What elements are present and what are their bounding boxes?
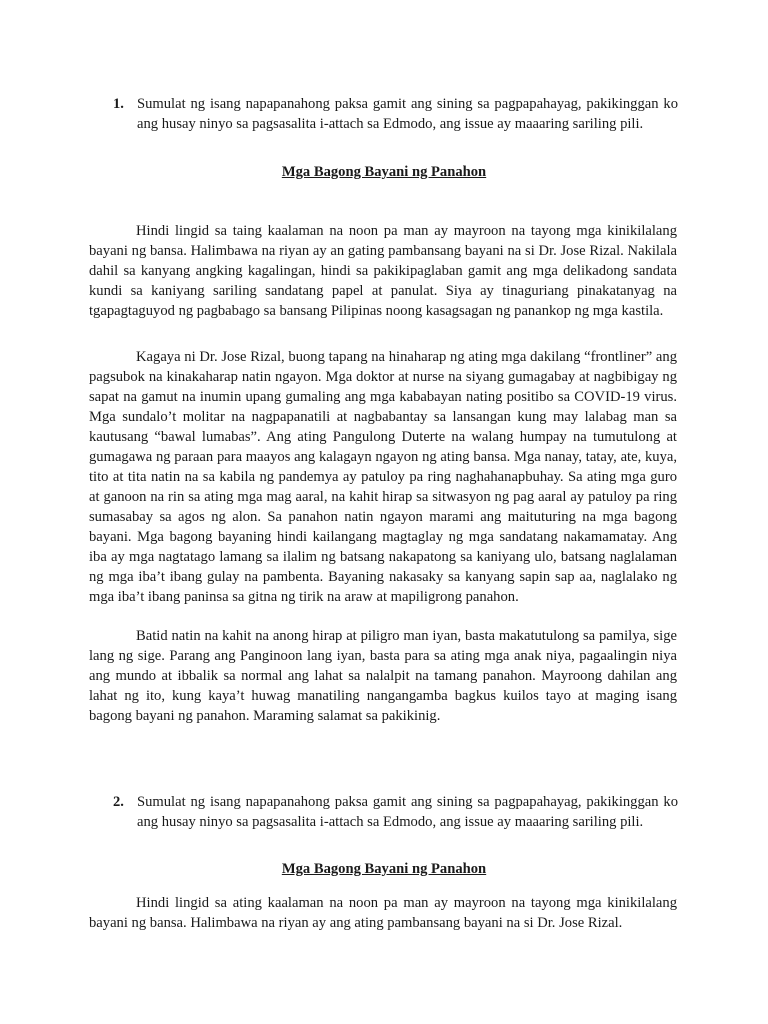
question-number: 1. bbox=[113, 96, 124, 112]
essay-title: Mga Bagong Bayani ng Panahon bbox=[281, 861, 487, 877]
essay-paragraph: Hindi lingid sa taing kaalaman na noon pa man ay mayroon na tayong mga kinikilalang bayani ng bansa. Halimbawa na riyan ay an gating pambansang bayani na si Dr. Jose Rizal. Nakilala dahil sa kanyang angking kagalingan, hindi sa pakikipaglaban gamit ang mga delikadong sandata kundi sa kaniyang sariling sandatang papel at panulat. Siya ay tinaguriang pinakatanyag na tgapagtaguyod ng pagbabago sa bansang Pilipinas noong kasagsagan ng panankop ng mga kastila. bbox=[89, 223, 677, 319]
essay-paragraph: Batid natin na kahit na anong hirap at piligro man iyan, basta makatutulong sa pamilya, sige lang ng sige. Parang ang Panginoon lang iyan, basta para sa ating mga anak niya, pagaalingin niya ang mundo at ibbalik sa normal ang lahat sa nalalpit na tamang panahon. Mayroong dahilan ang lahat ng ito, kung kaya’t huwag manatiling nangangamba bagkus kuilos tayo at maging isang bagong bayani ng panahon. Maraming salamat sa pakikinig. bbox=[89, 628, 677, 724]
question-prompt: Sumulat ng isang napapanahong paksa gamit ang sining sa pagpapahayag, pakikinggan ko ang husay ninyo sa pagsasalita i-attach sa Edmodo, ang issue ay maaaring sariling pili. bbox=[137, 794, 678, 830]
question-item-2 bbox=[113, 792, 678, 832]
essay-paragraph: Hindi lingid sa ating kaalaman na noon pa man ay mayroon na tayong mga kinikilalang bayani ng bansa. Halimbawa na riyan ay ang ating pambansang bayani na si Dr. Jose Rizal. bbox=[89, 895, 677, 931]
essay-title: Mga Bagong Bayani ng Panahon bbox=[281, 164, 487, 180]
question-number: 2. bbox=[113, 794, 124, 810]
question-item-1 bbox=[113, 94, 678, 134]
question-prompt: Sumulat ng isang napapanahong paksa gamit ang sining sa pagpapahayag, pakikinggan ko ang husay ninyo sa pagsasalita i-attach sa Edmodo, ang issue ay maaaring sariling pili. bbox=[137, 96, 678, 132]
essay-paragraph: Kagaya ni Dr. Jose Rizal, buong tapang na hinaharap ng ating mga dakilang “frontliner” ang pagsubok na kinakaharap natin ngayon. Mga doktor at nurse na siyang gumagabay at nagbibigay ng sapat na gamut na inumin upang gumaling ang mga kababayan nating positibo sa COVID-19 virus. Mga sundalo’t molitar na nagpapanatili at nagbabantay sa lansangan kung may lalabag man sa kautusang “bawal lumabas”. Ang ating Pangulong Duterte na walang humpay na tumutulong at gumagawa ng paraan para maayos ang kalagayn ngayon ng ating bansa. Mga nanay, tatay, ate, kuya, tito at tita natin na sa kabila ng pandemya ay patuloy pa ring naghahanapbuhay. Sa ating mga guro at ganoon na rin sa ating mga mag aaral, na kahit hirap sa sitwasyon ng pag aaral ay patuloy pa ring sumasabay sa agos ng alon. Sa panahon natin ngayon marami ang maituturing na mga bagong bayani. Mga bagong bayaning hindi kailangang magtaglay ng mga sandatang nakamamatay. Ang iba ay mga nagtatago lamang sa ilalim ng batsang nakapatong sa kaniyang ulo, batsang naglalaman ng mga iba’t ibang gulay na pambenta. Bayaning nakasaky sa kanyang sapin sap aa, naglalako ng mga iba’t ibang paninsa sa gitna ng tirik na araw at mapiligrong panahon. bbox=[89, 349, 677, 605]
